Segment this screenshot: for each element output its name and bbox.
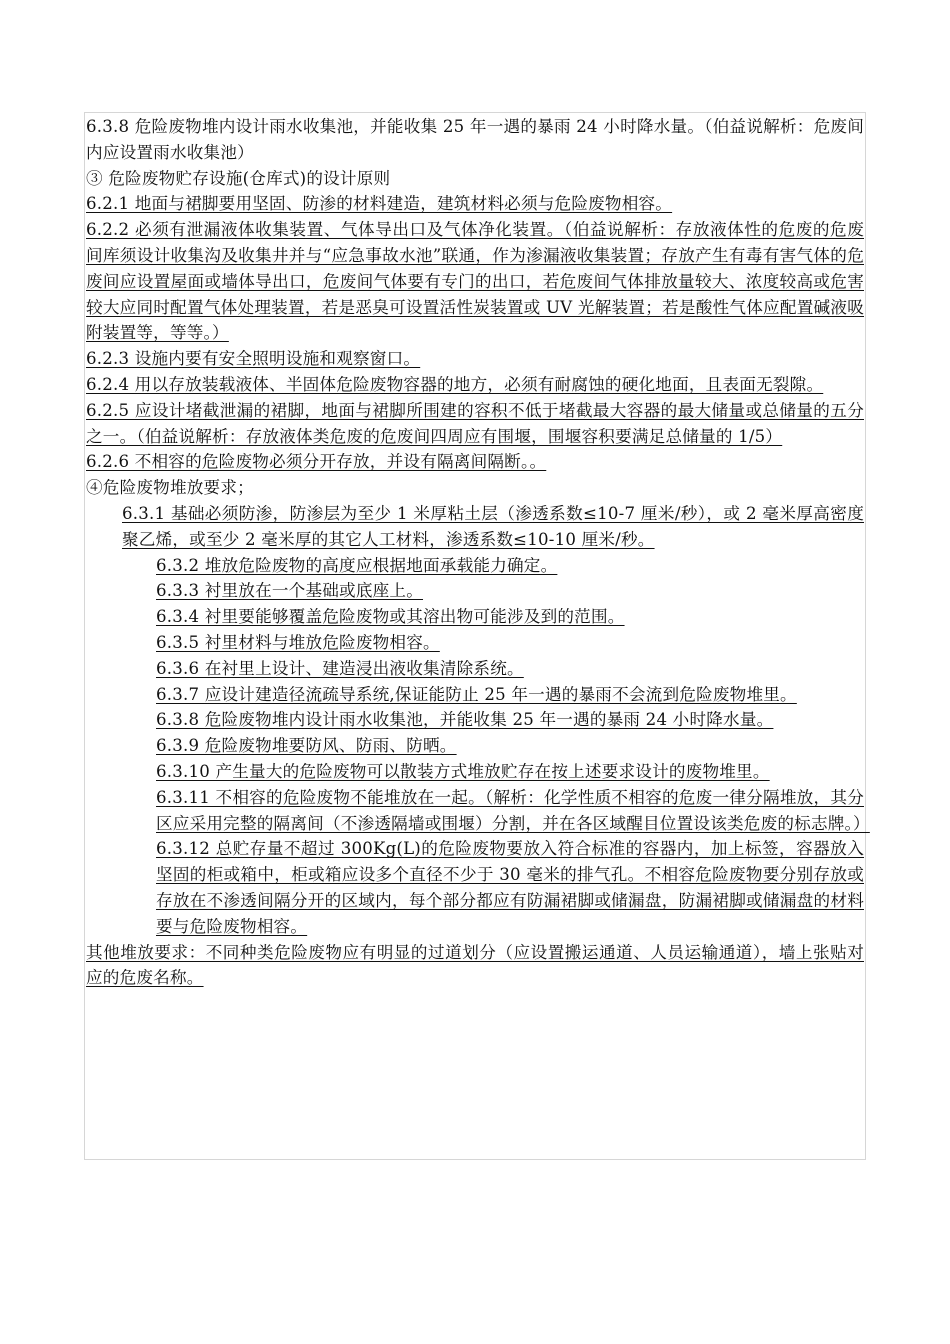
paragraph-6-3-8: 6.3.8 危险废物堆内设计雨水收集池，并能收集 25 年一遇的暴雨 24 小时降水量。	[156, 710, 774, 730]
paragraph-6-3-2: 6.3.2 堆放危险废物的高度应根据地面承载能力确定。	[156, 555, 558, 575]
paragraph-6-3-3: 6.3.3 衬里放在一个基础或底座上。	[156, 581, 424, 601]
paragraph-6-3-10: 6.3.10 产生量大的危险废物可以散装方式堆放贮存在按上述要求设计的废物堆里。	[156, 761, 770, 781]
paragraph-6-3-5: 6.3.5 衬里材料与堆放危险废物相容。	[156, 632, 440, 652]
paragraph-6-3-9: 6.3.9 危险废物堆要防风、防雨、防晒。	[156, 736, 457, 756]
section-heading-storage-facility: ③ 危险废物贮存设施(仓库式)的设计原则	[86, 168, 391, 188]
paragraph-6-3-12: 6.3.12 总贮存量不超过 300Kg(L)的危险废物要放入符合标准的容器内，加上标签，容器放入坚固的柜或箱中，柜或箱应设多个直径不少于 30 毫米的排气孔。不相容危险废物要分别存放或存放在不渗透间隔分开的区域内，每个部分都应有防漏裙脚或储漏盘，防漏裙脚或储漏盘的材料要与危险废物相容。	[156, 839, 864, 936]
paragraph-6-3-7: 6.3.7 应设计建造径流疏导系统,保证能防止 25 年一遇的暴雨不会流到危险废物堆里。	[156, 684, 797, 704]
paragraph-6-2-4: 6.2.4 用以存放装载液体、半固体危险废物容器的地方，必须有耐腐蚀的硬化地面，且表面无裂隙。	[86, 374, 824, 394]
paragraph-6-2-6: 6.2.6 不相容的危险废物必须分开存放，并设有隔离间隔断。。	[86, 452, 547, 472]
paragraph-6-3-6: 6.3.6 在衬里上设计、建造浸出液收集清除系统。	[156, 658, 524, 678]
paragraph-6-3-4: 6.3.4 衬里要能够覆盖危险废物或其溶出物可能涉及到的范围。	[156, 607, 625, 627]
paragraph-6-3-11: 6.3.11 不相容的危险废物不能堆放在一起。（解析：化学性质不相容的危废一律分隔堆放，其分区应采用完整的隔离间（不渗透隔墙或围堰）分割，并在各区域醒目位置设该类危废的标志牌。）	[156, 787, 870, 833]
document-body	[86, 114, 870, 991]
paragraph-6-3-8-intro: 6.3.8 危险废物堆内设计雨水收集池，并能收集 25 年一遇的暴雨 24 小时降水量。（伯益说解析：危废间内应设置雨水收集池）	[86, 117, 864, 162]
paragraph-6-2-1: 6.2.1 地面与裙脚要用坚固、防渗的材料建造，建筑材料必须与危险废物相容。	[86, 194, 673, 214]
paragraph-other-requirements: 其他堆放要求：不同种类危险废物应有明显的过道划分（应设置搬运通道、人员运输通道），墙上张贴对应的危废名称。	[86, 942, 864, 988]
paragraph-6-2-2: 6.2.2 必须有泄漏液体收集装置、气体导出口及气体净化装置。（伯益说解析：存放液体性的危废的危废间库须设计收集沟及收集井并与“应急事故水池”联通，作为渗漏液收集装置；存放产生有毒有害气体的危废间应设置屋面或墙体导出口，危废间气体要有专门的出口，若危废间气体排放量较大、浓度较高或危害较大应同时配置气体处理装置，若是恶臭可设置活性炭装置或 UV 光解装置；若是酸性气体应配置碱液吸附装置等，等等。）	[86, 220, 864, 343]
section-heading-stacking-requirements: ④危险废物堆放要求；	[86, 478, 254, 498]
paragraph-6-2-5: 6.2.5 应设计堵截泄漏的裙脚，地面与裙脚所围建的容积不低于堵截最大容器的最大储量或总储量的五分之一。（伯益说解析：存放液体类危废的危废间四周应有围堰，围堰容积要满足总储量的 1/5）	[86, 400, 864, 446]
paragraph-6-3-1: 6.3.1 基础必须防渗，防渗层为至少 1 米厚粘土层（渗透系数≤10-7 厘米/秒），或 2 毫米厚高密度聚乙烯，或至少 2 毫米厚的其它人工材料，渗透系数≤10-10 厘米/秒。	[122, 503, 864, 549]
paragraph-6-2-3: 6.2.3 设施内要有安全照明设施和观察窗口。	[86, 349, 421, 369]
